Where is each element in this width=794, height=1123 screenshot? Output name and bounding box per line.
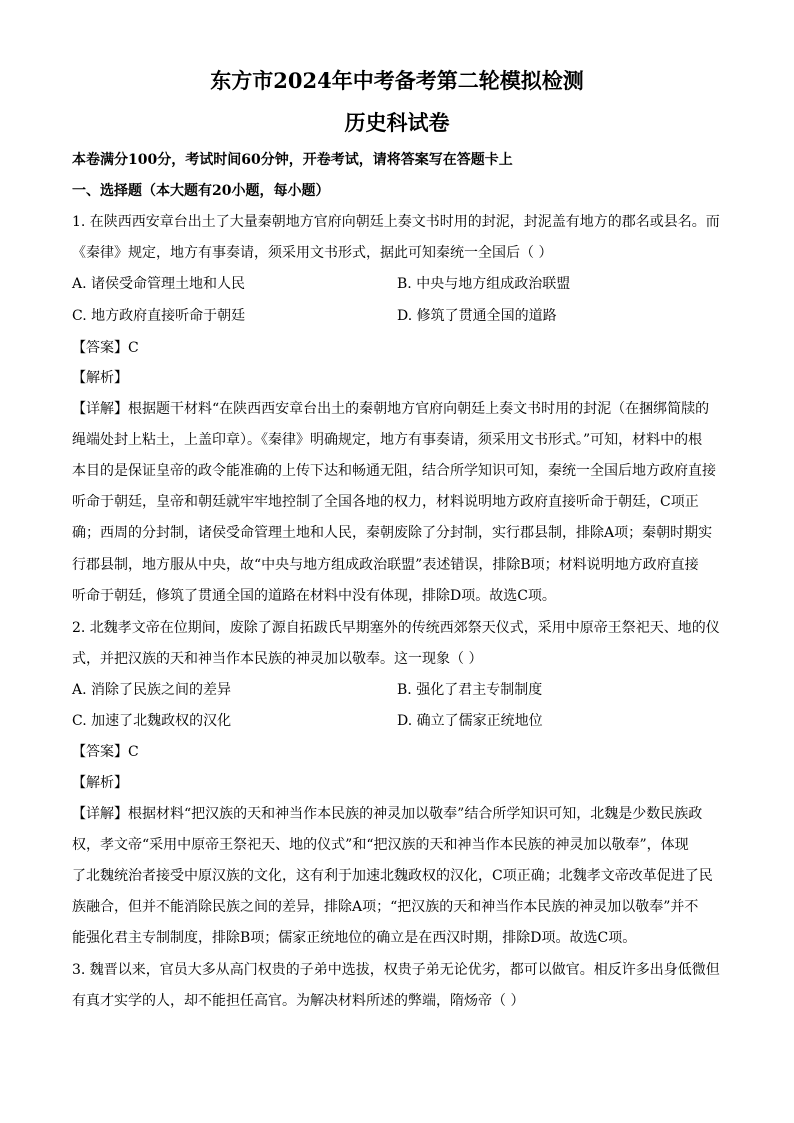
option-d: D. 修筑了贯通全国的道路 [397, 308, 557, 324]
detail-line: 绳端处封上粘土，上盖印章）。《秦律》明确规定，地方有事奏请，须采用文书形式。”可知，材料中的根 [72, 432, 703, 448]
detail-line: 听命于朝廷，皇帝和朝廷就牢牢地控制了全国各地的权力，材料说明地方政府直接听命于朝廷，C项正 [72, 494, 699, 510]
exam-subtitle: 历史科试卷 [344, 110, 450, 135]
section-heading: 一、选择题（本大题有20小题，每小题） [72, 183, 330, 199]
exam-instructions: 本卷满分100分，考试时间60分钟，开卷考试，请将答案写在答题卡上 [72, 152, 513, 168]
option-b: B. 中央与地方组成政治联盟 [397, 276, 571, 292]
exam-title: 东方市2024年中考备考第二轮模拟检测 [210, 68, 584, 93]
detail-line: 确；西周的分封制，诸侯受命管理土地和人民，秦朝废除了分封制，实行郡县制，排除A项；秦朝时期实 [72, 525, 713, 541]
question-stem-line: 式，并把汉族的天和神当作本民族的神灵加以敬奉。这一现象（ ） [72, 651, 483, 667]
analysis-label: 【解析】 [72, 775, 128, 791]
detail-line: 权，孝文帝“采用中原帝王祭祀天、地的仪式”和“把汉族的天和神当作本民族的神灵加以敬奉”，体现 [72, 837, 689, 853]
option-d: D. 确立了儒家正统地位 [397, 713, 543, 729]
option-c: C. 地方政府直接听命于朝廷 [72, 308, 246, 324]
option-b: B. 强化了君主专制制度 [397, 682, 543, 698]
answer-label: 【答案】C [72, 744, 139, 760]
option-a: A. 消除了民族之间的差异 [72, 682, 232, 698]
answer-label: 【答案】C [72, 340, 139, 356]
question-stem-line: 1. 在陕西西安章台出土了大量秦朝地方官府向朝廷上奏文书时用的封泥，封泥盖有地方的郡名或县名。而 [72, 214, 720, 230]
question-stem-line: 3. 魏晋以来，官员大多从高门权贵的子弟中选拔，权贵子弟无论优劣，都可以做官。相反许多出身低微但 [72, 962, 720, 978]
analysis-label: 【解析】 [72, 370, 128, 386]
detail-line: 族融合，但并不能消除民族之间的差异，排除A项；“把汉族的天和神当作本民族的神灵加以敬奉”并不 [72, 899, 699, 915]
detail-line: 行郡县制，地方服从中央，故“中央与地方组成政治联盟”表述错误，排除B项；材料说明地方政府直接 [72, 557, 699, 573]
question-stem-line: 2. 北魏孝文帝在位期间，废除了源自拓跋氏早期塞外的传统西郊祭天仪式，采用中原帝王祭祀天、地的仪 [72, 620, 720, 636]
question-stem-line: 有真才实学的人，却不能担任高官。为解决材料所述的弊端，隋炀帝（ ） [72, 993, 525, 1009]
detail-line: 听命于朝廷，修筑了贯通全国的道路在材料中没有体现，排除D项。故选C项。 [72, 588, 556, 604]
question-stem-line: 《秦律》规定，地方有事奏请，须采用文书形式，据此可知秦统一全国后（ ） [72, 245, 553, 261]
detail-line: 【详解】根据题干材料“在陕西西安章台出土的秦朝地方官府向朝廷上奏文书时用的封泥（在捆绑简牍的 [72, 401, 710, 417]
detail-line: 了北魏统治者接受中原汉族的文化，这有利于加速北魏政权的汉化，C项正确；北魏孝文帝改革促进了民 [72, 868, 713, 884]
detail-line: 【详解】根据材料“把汉族的天和神当作本民族的神灵加以敬奉”结合所学知识可知，北魏是少数民族政 [72, 806, 703, 822]
option-a: A. 诸侯受命管理土地和人民 [72, 276, 246, 292]
detail-line: 本目的是保证皇帝的政令能准确的上传下达和畅通无阻，结合所学知识可知，秦统一全国后地方政府直接 [72, 463, 716, 479]
detail-line: 能强化君主专制制度，排除B项；儒家正统地位的确立是在西汉时期，排除D项。故选C项。 [72, 930, 637, 946]
option-c: C. 加速了北魏政权的汉化 [72, 713, 232, 729]
